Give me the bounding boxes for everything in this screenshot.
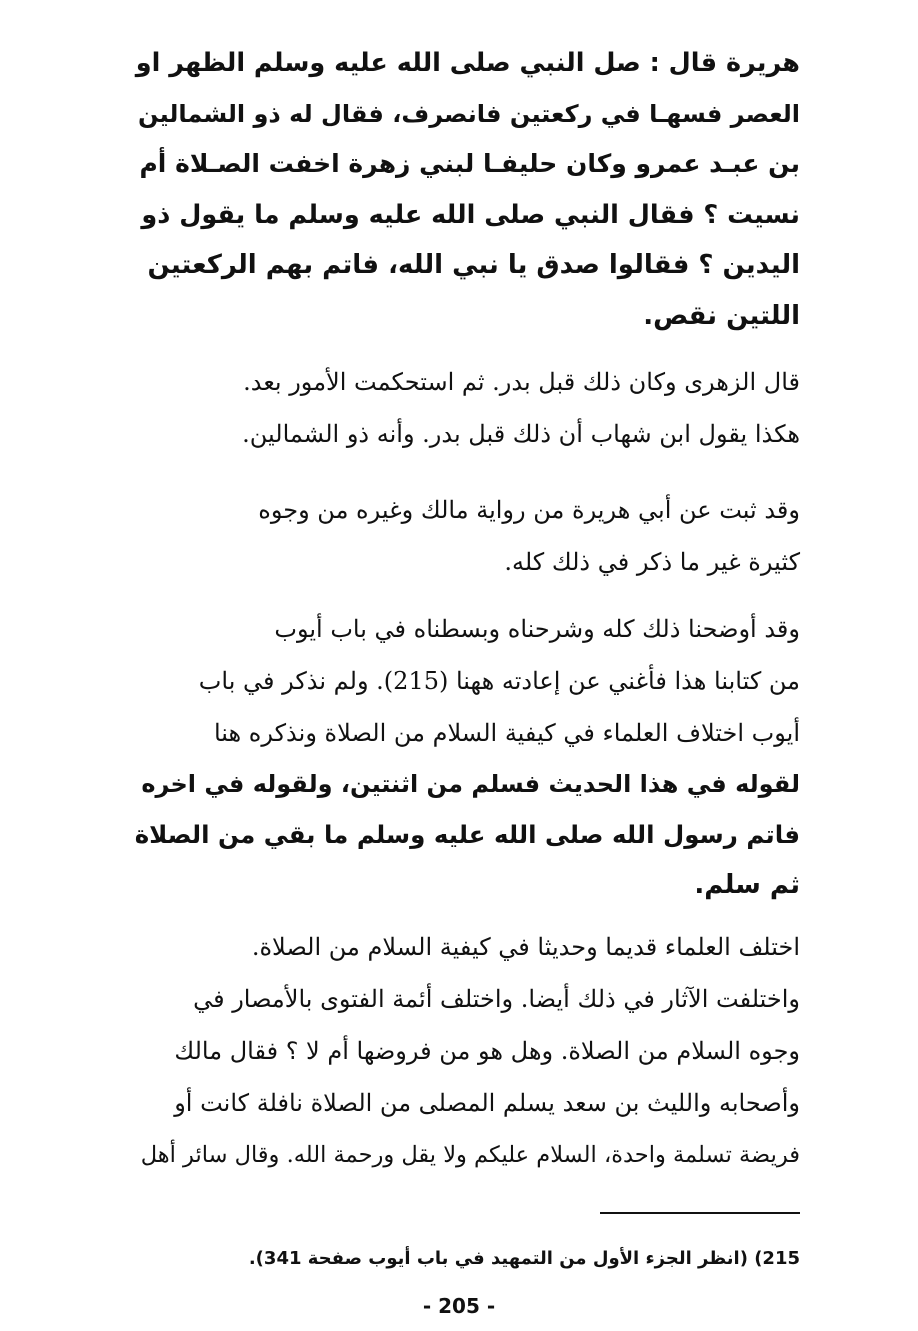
paragraph-explanation [132, 603, 800, 911]
text-line: من كتابنا هذا فأغني عن إعادته ههنا (215). ولم نذكر في باب [198, 667, 800, 695]
text-line: وقد أوضحنا ذلك كله وشرحناه وبسطناه في باب أيوب [274, 615, 800, 643]
paragraph-abu-hurayra-note [132, 484, 800, 588]
paragraph-scholars-disagreement [132, 921, 800, 1181]
text-line: فريضة تسلمة واحدة، السلام عليكم ولا يقل ورحمة الله. وقال سائر أهل [140, 1142, 800, 1168]
text-line: نسيت ؟ فقال النبي صلى الله عليه وسلم ما يقول ذو [141, 199, 800, 230]
text-line: وجوه السلام من الصلاة. وهل هو من فروضها أم لا ؟ فقال مالك [174, 1037, 800, 1065]
text-line: اللتين نقص. [643, 300, 800, 331]
footnote-divider [600, 1212, 800, 1214]
text-line: فاتم رسول الله صلى الله عليه وسلم ما بقي من الصلاة [134, 819, 800, 849]
text-line: هكذا يقول ابن شهاب أن ذلك قبل بدر. وأنه ذو الشمالين. [242, 420, 800, 448]
page-number: - 205 - [422, 1294, 496, 1318]
text-line: اليدين ؟ فقالوا صدق يا نبي الله، فاتم بهم الركعتين [147, 250, 800, 280]
paragraph-zuhri-note [132, 356, 800, 460]
text-line: واختلفت الآثار في ذلك أيضا. واختلف أئمة الفتوى بالأمصار في [193, 985, 800, 1013]
text-line: لقوله في هذا الحديث فسلم من اثنتين، ولقوله في اخره [141, 770, 800, 798]
paragraph-hadith-quote [132, 38, 800, 341]
text-line: وقد ثبت عن أبي هريرة من رواية مالك وغيره من وجوه [258, 496, 800, 524]
text-line: وأصحابه والليث بن سعد يسلم المصلى من الصلاة نافلة كانت أو [174, 1089, 800, 1117]
text-line: هريرة قال : صل النبي صلى الله عليه وسلم الظهر او [135, 48, 800, 78]
text-line: قال الزهرى وكان ذلك قبل بدر. ثم استحكمت الأمور بعد. [243, 368, 800, 396]
text-line: اختلف العلماء قديما وحديثا في كيفية السلام من الصلاة. [251, 933, 800, 961]
text-line: أيوب اختلاف العلماء في كيفية السلام من الصلاة ونذكره هنا [213, 719, 800, 747]
footnote: 215) (انظر الجزء الأول من التمهيد في باب أيوب صفحة 341). [248, 1248, 800, 1269]
text-line: العصر فسهـا في ركعتين فانصرف، فقال له ذو الشمالين [137, 99, 800, 128]
text-line: كثيرة غير ما ذكر في ذلك كله. [504, 548, 800, 576]
text-line: ثم سلم. [694, 870, 800, 900]
text-line: بن عبـد عمرو وكان حليفـا لبني زهرة اخفت الصـلاة أم [139, 149, 800, 178]
